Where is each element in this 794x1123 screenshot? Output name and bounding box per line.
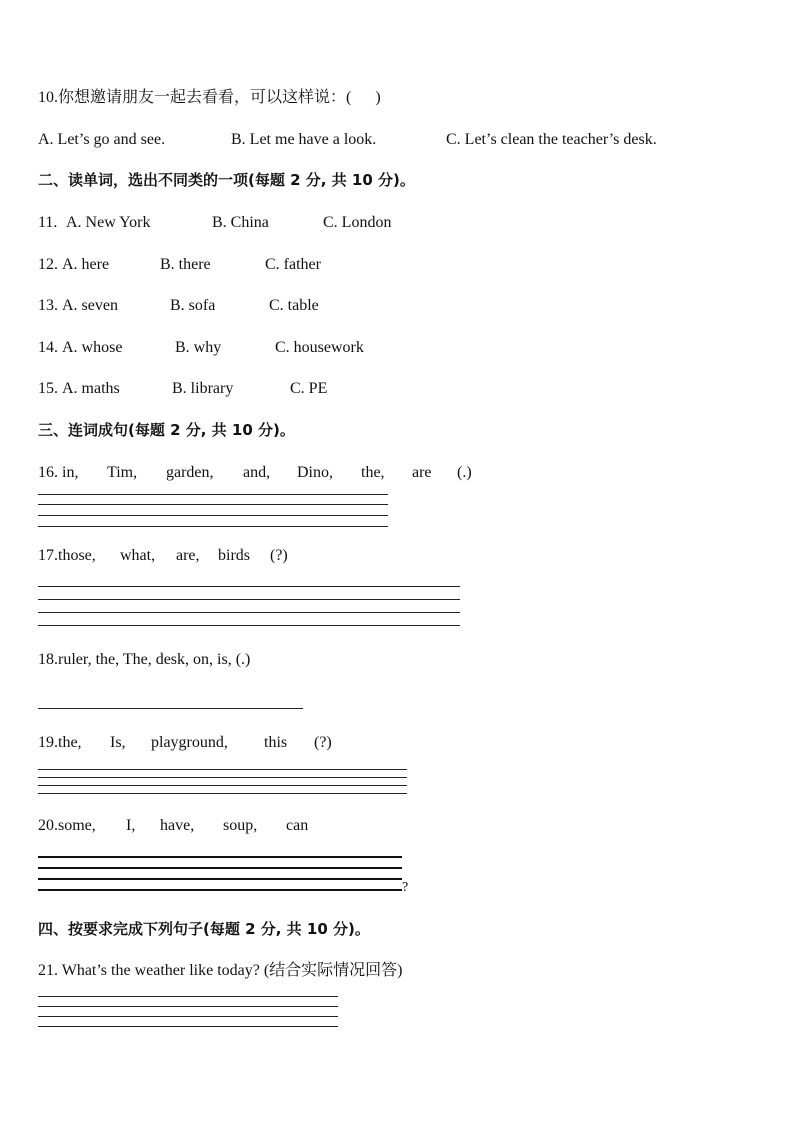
option-a: A. maths [62, 380, 120, 397]
word: I, [126, 817, 136, 834]
section3-heading: 三、连词成句(每题 2 分, 共 10 分)。 [38, 421, 295, 439]
answer-line[interactable] [38, 526, 388, 527]
answer-line[interactable] [38, 599, 460, 600]
question-number: 13. [38, 297, 58, 314]
word: and, [243, 464, 271, 481]
section2-heading: 二、读单词，选出不同类的一项(每题 2 分, 共 10 分)。 [38, 171, 415, 189]
word: garden, [166, 464, 214, 481]
option-b: B. sofa [170, 297, 216, 314]
answer-line[interactable] [38, 996, 338, 997]
word: (?) [314, 734, 332, 751]
answer-line[interactable] [38, 878, 402, 880]
word: soup, [223, 817, 258, 834]
option-c: C. table [269, 297, 319, 314]
answer-line[interactable] [38, 612, 460, 613]
word: what, [120, 547, 156, 564]
word: Dino, [297, 464, 333, 481]
word: 20.some, [38, 817, 96, 834]
question-number: 12. [38, 256, 58, 273]
option-a: A. here [62, 256, 110, 273]
word: this [264, 734, 288, 751]
word: playground, [151, 734, 228, 751]
word: 17.those, [38, 547, 96, 564]
option-c: C. London [323, 214, 392, 231]
word: 16. in, [38, 464, 79, 481]
question-number: 15. [38, 380, 58, 397]
word: have, [160, 817, 195, 834]
answer-line[interactable] [38, 586, 460, 587]
answer-line[interactable] [38, 856, 402, 858]
answer-line[interactable] [38, 785, 407, 786]
word: the, [361, 464, 385, 481]
word: Tim, [107, 464, 138, 481]
word: birds [218, 547, 250, 564]
word: (?) [270, 547, 288, 564]
option-b: B. there [160, 256, 211, 273]
answer-line[interactable] [38, 625, 460, 626]
word: 19.the, [38, 734, 82, 751]
question-number: 14. [38, 339, 58, 356]
word: are [412, 464, 432, 481]
question-21: 21. What’s the weather like today? (结合实际情况回答) [38, 962, 403, 979]
word: are, [176, 547, 200, 564]
answer-line[interactable] [38, 889, 402, 891]
option-b: B. China [212, 214, 269, 231]
answer-line[interactable] [38, 515, 388, 516]
option-b: B. library [172, 380, 234, 397]
word: Is, [110, 734, 126, 751]
answer-line[interactable] [38, 1026, 338, 1027]
answer-line[interactable] [38, 867, 402, 869]
option-a: A. New York [66, 214, 151, 231]
answer-line[interactable] [38, 504, 388, 505]
option-c: C. PE [290, 380, 328, 397]
q10-stem: 10.你想邀请朋友一起去看看，可以这样说：( ) [38, 89, 381, 106]
answer-line[interactable] [38, 708, 303, 709]
option-a: A. whose [62, 339, 123, 356]
answer-line[interactable] [38, 494, 388, 495]
question-mark: ? [402, 880, 409, 895]
answer-line[interactable] [38, 1006, 338, 1007]
option-c: C. housework [275, 339, 364, 356]
option-c: C. father [265, 256, 321, 273]
word: can [286, 817, 309, 834]
question-number: 11. [38, 214, 62, 231]
q10-option-c: C. Let’s clean the teacher’s desk. [446, 131, 657, 148]
question-18: 18.ruler, the, The, desk, on, is, (.) [38, 651, 251, 668]
answer-line[interactable] [38, 769, 407, 770]
answer-line[interactable] [38, 793, 407, 794]
word: (.) [457, 464, 472, 481]
option-a: A. seven [62, 297, 118, 314]
answer-line[interactable] [38, 777, 407, 778]
q10-option-b: B. Let me have a look. [231, 131, 377, 148]
q10-option-a: A. Let’s go and see. [38, 131, 166, 148]
section4-heading: 四、按要求完成下列句子(每题 2 分, 共 10 分)。 [38, 920, 370, 938]
option-b: B. why [175, 339, 222, 356]
answer-line[interactable] [38, 1016, 338, 1017]
